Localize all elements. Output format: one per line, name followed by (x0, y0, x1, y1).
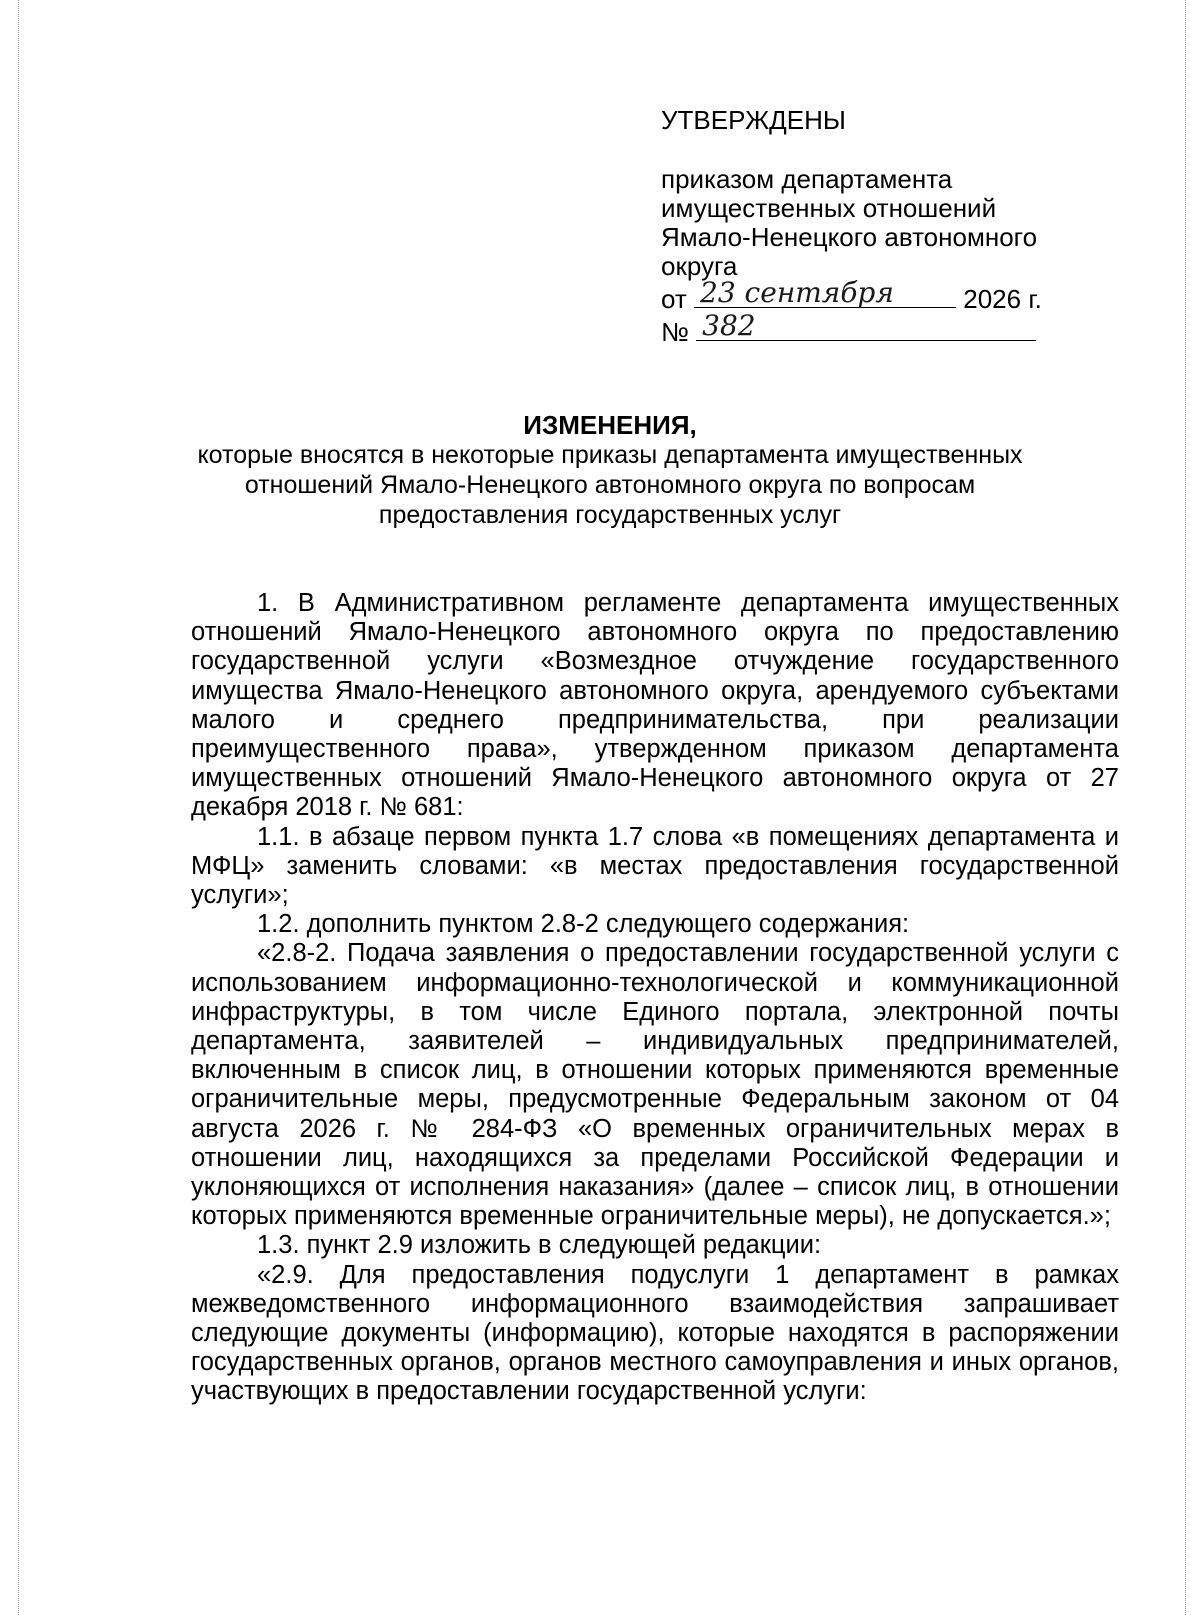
number-prefix: № (661, 317, 689, 347)
paragraph: 1. В Административном регламенте департамента имущественных отношений Ямало-Ненецкого автономного округа по предоставлению государственной услуги «Возмездное отчуждение государственного имущества Ямало-Ненецкого автономного округа, арендуемого субъектами малого и среднего предпринимательства, при реализации преимущественного права», утвержденном приказом департамента имущественных отношений Ямало-Ненецкого автономного округа от 27 декабря 2018 г. № 681: (191, 589, 1119, 822)
title-heading: ИЗМЕНЕНИЯ, (523, 410, 697, 440)
scan-left-edge (18, 0, 19, 1615)
approval-line: приказом департамента (661, 164, 953, 194)
date-year: 2026 г. (963, 284, 1042, 314)
title-subtitle-line: предоставления государственных услуг (378, 501, 842, 529)
approval-heading: УТВЕРЖДЕНЫ (661, 105, 846, 135)
handwritten-date: 23 сентября (700, 276, 894, 309)
document-body (191, 589, 1119, 1407)
paragraph: «2.9. Для предоставления подуслуги 1 департамент в рамках межведомственного информационного взаимодействия запрашивает следующие документы (информацию), которые находятся в распоряжении государственных органов, органов местного самоуправления и иных органов, участвующих в предоставлении государственной услуги: (191, 1260, 1119, 1406)
title-subtitle-line: которые вносятся в некоторые приказы департамента имущественных (197, 441, 1023, 469)
paragraph: «2.8-2. Подача заявления о предоставлении государственной услуги с использованием информационно-технологической и коммуникационной инфраструктуры, в том числе Единого портала, электронной почты департамента, заявителей – индивидуальных предпринимателей, включенным в список лиц, в отношении которых применяются временные ограничительные меры, предусмотренные Федеральным законом от 04 августа 2026 г. № 284-ФЗ «О временных ограничительных мерах в отношении лиц, находящихся за пределами Российской Федерации и уклоняющихся от исполнения наказания» (далее – список лиц, в отношении которых применяются временные ограничительные меры), не допускается.»; (191, 939, 1119, 1231)
date-prefix: от (661, 284, 687, 314)
document-title (150, 410, 1070, 530)
approval-number-line (661, 309, 1091, 347)
scan-right-edge (1185, 0, 1186, 1615)
paragraph: 1.1. в абзаце первом пункта 1.7 слова «в помещениях департамента и МФЦ» заменить словами: «в местах предоставления государственной услуги»; (191, 822, 1119, 910)
approval-line: округа (661, 251, 738, 281)
paragraph: 1.2. дополнить пунктом 2.8-2 следующего содержания: (257, 910, 910, 939)
paragraph: 1.3. пункт 2.9 изложить в следующей редакции: (257, 1231, 822, 1260)
date-fill-line (694, 276, 956, 309)
number-fill-line (696, 309, 1036, 342)
title-subtitle-line: отношений Ямало-Ненецкого автономного округа по вопросам (244, 471, 976, 499)
approval-line: имущественных отношений (661, 193, 997, 223)
approval-line: Ямало-Ненецкого автономного (661, 222, 1038, 252)
approval-block (661, 106, 1091, 347)
handwritten-number: 382 (702, 309, 756, 342)
